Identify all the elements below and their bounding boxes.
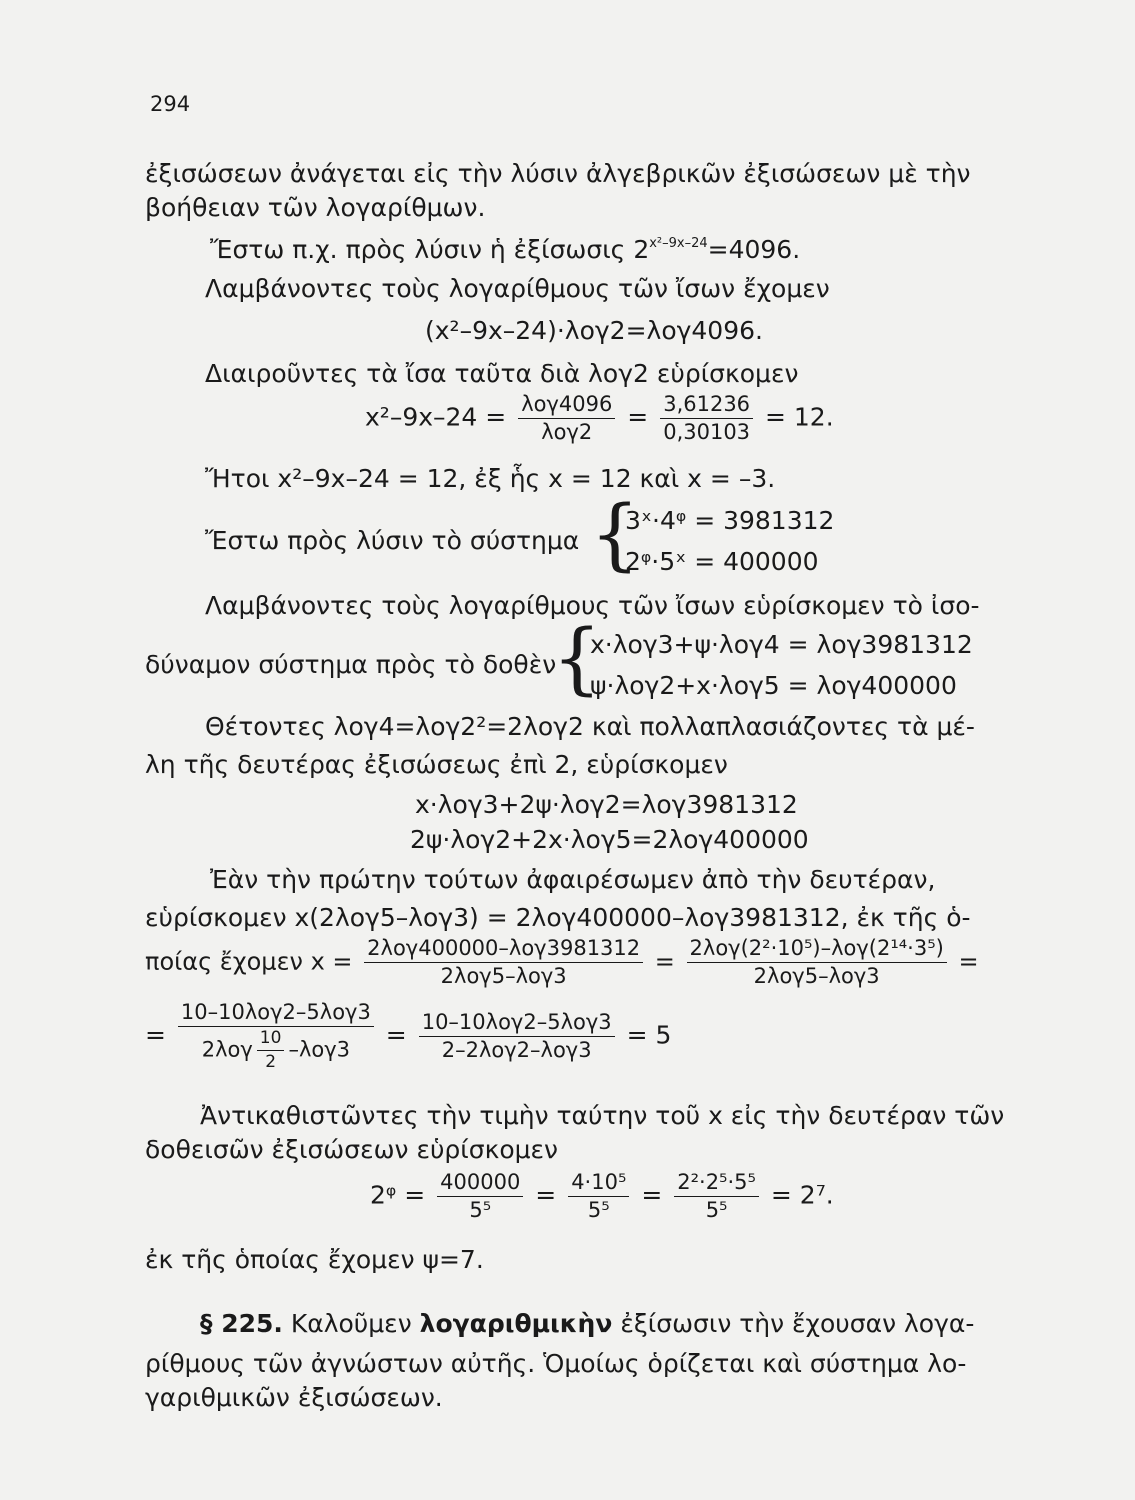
text-line-12: Θέτοντες λογ4=λογ2²=2λογ2 καὶ πολλαπλασιάζοντες τὰ μέ- bbox=[205, 712, 975, 741]
intro-text: Ἔστω π.χ. πρὸς λύσιν ἡ ἐξίσωσις bbox=[210, 235, 626, 264]
log-system-eq-2: ψ·λογ2+x·λογ5 = λογ400000 bbox=[590, 671, 957, 700]
text-line-17: εὑρίσκομεν x(2λογ5–λογ3) = 2λογ400000–λογ3981312, ἐκ τῆς ὁ- bbox=[145, 903, 971, 932]
equation-log-form: (x²–9x–24)·λογ2=λογ4096. bbox=[425, 316, 763, 345]
fraction: 10–10λογ2–5λογ3 2λογ $\frac{10}{2}$ –λογ3 bbox=[178, 1002, 374, 1071]
text-line-26: γαριθμικῶν ἐξισώσεων. bbox=[145, 1383, 443, 1412]
fraction: $\frac{\text{2λογ(2²·10⁵)–λογ(2¹⁴·3⁵)}}{\text{2λογ5–λογ3}}$ bbox=[687, 938, 947, 987]
text-line-21: δοθεισῶν ἐξισώσεων εὑρίσκομεν bbox=[145, 1135, 559, 1164]
log-system-eq-1: x·λογ3+ψ·λογ4 = λογ3981312 bbox=[590, 630, 973, 659]
defined-term: λογαριθμικὴν bbox=[419, 1309, 613, 1338]
fraction: $\frac{3,61236}{0,30103}$ bbox=[660, 394, 753, 443]
text-line-23: ἐκ τῆς ὁποίας ἔχομεν ψ=7. bbox=[145, 1245, 484, 1274]
text-line-6: Διαιροῦντες τὰ ἴσα ταῦτα διὰ λογ2 εὑρίσκομεν bbox=[205, 359, 799, 388]
system-eq-2: 2ᵠ·5ˣ = 400000 bbox=[625, 547, 819, 576]
equation-x-result: = 10–10λογ2–5λογ3 2λογ $\frac{10}{2}$ –λογ3 = $\frac{\text{10–10λογ2–5λογ3}}{\text{2–2λογ2–λογ3}}$ = 5 bbox=[145, 1000, 672, 1072]
text-line-20: Ἀντικαθιστῶντες τὴν τιμὴν ταύτην τοῦ x εἰς τὴν δευτέραν τῶν bbox=[200, 1101, 1005, 1130]
text-line-4: Λαμβάνοντες τοὺς λογαρίθμους τῶν ἴσων ἔχομεν bbox=[205, 274, 830, 303]
text-line-13: λη τῆς δευτέρας ἐξισώσεως ἐπὶ 2, εὑρίσκομεν bbox=[145, 750, 728, 779]
equation-division: x²–9x–24 = $\frac{\text{λογ4096}}{\text{λογ2}}$ = $\frac{3,61236}{0,30103}$ = 12. bbox=[365, 392, 834, 444]
page-number: 294 bbox=[150, 92, 191, 116]
text-line-16: Ἐὰν τὴν πρώτην τούτων ἀφαιρέσωμεν ἀπὸ τὴν δευτέραν, bbox=[210, 865, 936, 894]
section-225: § 225. Καλοῦμεν λογαριθμικὴν ἐξίσωσιν τὴν ἔχουσαν λογα- bbox=[200, 1309, 975, 1338]
equation-first: x·λογ3+2ψ·λογ2=λογ3981312 bbox=[415, 790, 798, 819]
text-line-9: Ἔστω πρὸς λύσιν τὸ σύστημα bbox=[205, 526, 580, 555]
text-line-8: Ἤτοι x²–9x–24 = 12, ἐξ ἧς x = 12 καὶ x = –3. bbox=[205, 464, 776, 493]
text-line-10: Λαμβάνοντες τοὺς λογαρίθμους τῶν ἴσων εὑρίσκομεν τὸ ἰσο- bbox=[205, 591, 980, 620]
fraction: $\frac{\text{λογ4096}}{\text{λογ2}}$ bbox=[518, 394, 615, 443]
text-line-3 bbox=[210, 237, 800, 262]
fraction: $\frac{\text{2²·2⁵·5⁵}}{\text{5⁵}}$ bbox=[674, 1172, 759, 1221]
text-line-2: βοήθειαν τῶν λογαρίθμων. bbox=[145, 193, 486, 222]
fraction: $\frac{400000}{\text{5⁵}}$ bbox=[437, 1172, 523, 1221]
fraction: $\frac{\text{2λογ400000–λογ3981312}}{\text{2λογ5–λογ3}}$ bbox=[364, 938, 643, 987]
fraction: $\frac{\text{10–10λογ2–5λογ3}}{\text{2–2λογ2–λογ3}}$ bbox=[419, 1012, 615, 1061]
text-line-25: ρίθμους τῶν ἀγνώστων αὐτῆς. Ὁμοίως ὁρίζεται καὶ σύστημα λο- bbox=[145, 1349, 967, 1378]
system-eq-1: 3ˣ·4ᵠ = 3981312 bbox=[625, 506, 835, 535]
equation-x-value: ποίας ἔχομεν x = $\frac{\text{2λογ400000–λογ3981312}}{\text{2λογ5–λογ3}}$ = $\frac{\text{2λογ(2²·10⁵)–λογ(2¹⁴·3⁵)}}{\text{2λογ5–λογ3}}$ = bbox=[145, 936, 979, 988]
text-line-1: ἐξισώσεων ἀνάγεται εἰς τὴν λύσιν ἀλγεβρικῶν ἐξισώσεων μὲ τὴν bbox=[145, 159, 971, 188]
left-brace: { bbox=[590, 490, 640, 580]
section-number: § 225. bbox=[200, 1309, 283, 1338]
exp-equation: $2^{x^2-9x-24}=4096$. bbox=[633, 235, 801, 264]
left-brace: { bbox=[552, 614, 602, 704]
text-line-11: δύναμον σύστημα πρὸς τὸ δοθὲν bbox=[145, 650, 557, 679]
equation-second: 2ψ·λογ2+2x·λογ5=2λογ400000 bbox=[410, 825, 809, 854]
equation-psi: 2ᵠ = $\frac{400000}{\text{5⁵}}$ = $\frac{\text{4·10⁵}}{\text{5⁵}}$ = $\frac{\text{2²·2⁵·5⁵}}{\text{5⁵}}$ = 2⁷. bbox=[370, 1170, 834, 1222]
fraction: $\frac{\text{4·10⁵}}{\text{5⁵}}$ bbox=[568, 1172, 629, 1221]
